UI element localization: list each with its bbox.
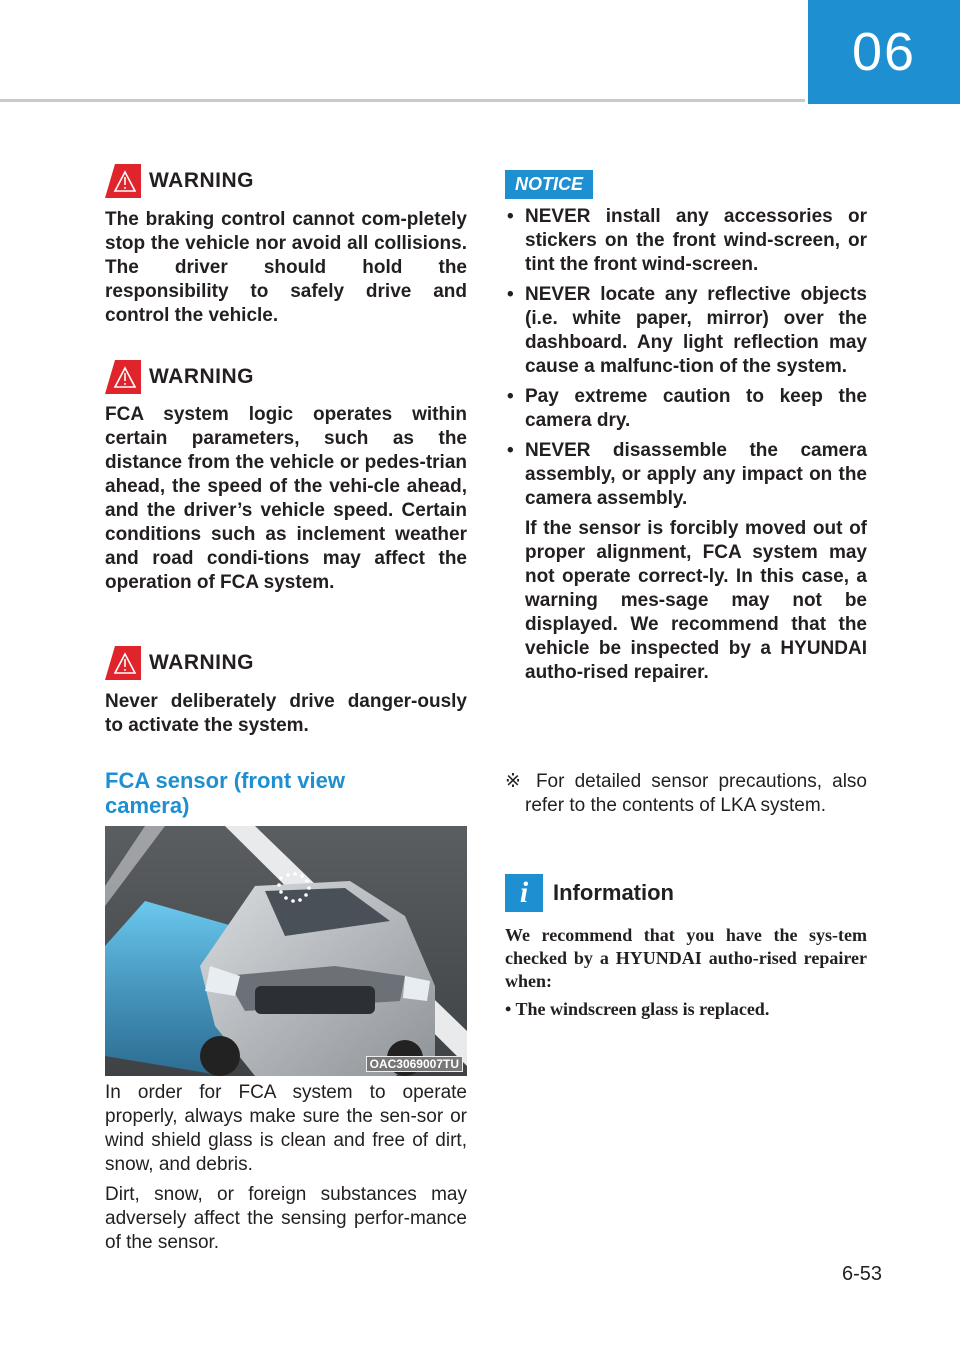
list-item: • NEVER locate any reflective objects (i.e. white paper, mirror) over the dashboard. Any light reflection may cause a malfunc-tion of the system.	[507, 284, 867, 377]
warning-text-3: Never deliberately drive danger-ously to activate the system.	[105, 691, 467, 736]
warning-triangle-icon	[105, 360, 141, 394]
bullet-text: Pay extreme caution to keep the camera dry.	[525, 386, 867, 431]
section-title: FCA sensor (front view camera)	[105, 768, 345, 818]
bullet-extra-text: If the sensor is forcibly moved out of proper alignment, FCA system may not operate correct-ly. In this case, a warning mes-sage may not be displayed. We recommend that the vehicle be inspected by a HYUNDAI autho-rised repairer.	[525, 518, 867, 683]
car-illustration	[105, 826, 467, 1076]
warning-heading-2	[105, 360, 254, 394]
info-icon: i	[505, 874, 543, 912]
information-heading	[505, 874, 674, 912]
header-rule	[0, 99, 805, 102]
bullet-text: NEVER disassemble the camera assembly, or apply any impact on the camera assembly.	[525, 440, 867, 509]
paragraph-2: Dirt, snow, or foreign substances may adversely affect the sensing perfor-mance of the sensor.	[105, 1184, 467, 1253]
warning-title-3: WARNING	[149, 651, 254, 674]
information-title: Information	[553, 880, 674, 905]
notice-bullet-list	[505, 205, 867, 691]
information-bullet: • The windscreen glass is replaced.	[505, 999, 770, 1019]
warning-heading-1	[105, 164, 254, 198]
bullet-text: NEVER install any accessories or stickers on the front wind-screen, or tint the front wind-screen.	[525, 206, 867, 275]
warning-triangle-icon	[105, 646, 141, 680]
image-code: OAC3069007TU	[366, 1056, 463, 1072]
warning-text-2: FCA system logic operates within certain parameters, such as the distance from the vehicle or pedes-trian ahead, the speed of the vehi-cle ahead, and the driver’s vehicle speed. Certain conditions such as inclement weather and road condi-tions may affect the operation of FCA system.	[105, 404, 467, 593]
warning-text-1: The braking control cannot com-pletely stop the vehicle nor avoid all collisions. The driver should hold the responsibility to safely drive and control the vehicle.	[105, 209, 467, 326]
reference-note: ※ For detailed sensor precautions, also refer to the contents of LKA system.	[505, 771, 867, 816]
warning-title-2: WARNING	[149, 365, 254, 388]
list-item: • NEVER disassemble the camera assembly, or apply any impact on the camera assembly. If the sensor is forcibly moved out of proper alignment, FCA system may not operate correct-ly. In this case, a warning mes-sage may not be displayed. We recommend that the vehicle be inspected by a HYUNDAI autho-rised repairer.	[507, 440, 867, 683]
chapter-tab	[808, 0, 960, 104]
list-item: • NEVER install any accessories or stickers on the front wind-screen, or tint the front wind-screen.	[507, 206, 867, 275]
page-number: 6-53	[841, 1263, 882, 1285]
list-item: • Pay extreme caution to keep the camera dry.	[507, 386, 867, 431]
warning-title-1: WARNING	[149, 169, 254, 192]
chapter-number: 06	[851, 22, 917, 82]
information-text: We recommend that you have the sys-tem checked by a HYUNDAI autho-rised repairer when:	[505, 925, 867, 991]
bullet-text: NEVER locate any reflective objects (i.e. white paper, mirror) over the dashboard. Any light reflection may cause a malfunc-tion of the system.	[525, 284, 867, 377]
paragraph-1: In order for FCA system to operate properly, always make sure the sen-sor or wind shield glass is clean and free of dirt, snow, and debris.	[105, 1082, 467, 1175]
car-camera-illustration	[105, 826, 467, 1076]
warning-heading-3	[105, 646, 254, 680]
notice-label: NOTICE	[505, 170, 593, 199]
warning-triangle-icon	[105, 164, 141, 198]
